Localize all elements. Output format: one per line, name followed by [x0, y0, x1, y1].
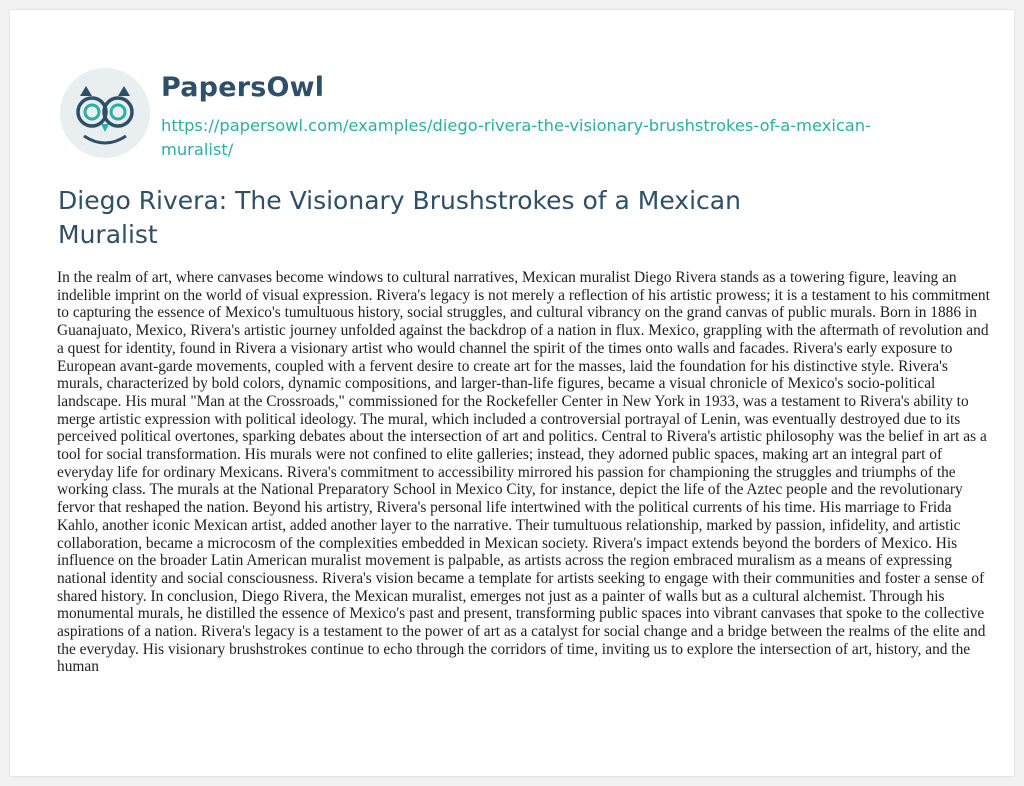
- source-url-link[interactable]: https://papersowl.com/examples/diego-rivera-the-visionary-brushstrokes-of-a-mexican-muralist/: [161, 116, 871, 159]
- article-body: In the realm of art, where canvases become windows to cultural narratives, Mexican muralist Diego Rivera stands as a towering figure, leaving an indelible imprint on the world of visual expression. Rivera's legacy is not merely a reflection of his artistic prowess; it is a testament to his commitment to capturing the essence of Mexico's tumultuous history, social struggles, and cultural vibrancy on the grand canvas of public murals. Born in 1886 in Guanajuato, Mexico, Rivera's artistic journey unfolded against the backdrop of a nation in flux. Mexico, grappling with the aftermath of revolution and a quest for identity, found in Rivera a visionary artist who would channel the spirit of the times onto walls and facades. Rivera's early exposure to European avant-garde movements, coupled with a fervent desire to create art for the masses, laid the foundation for his distinctive style. Rivera's murals, characterized by bold colors, dynamic compositions, and larger-than-life figures, became a visual chronicle of Mexico's socio-political landscape. His mural "Man at the Crossroads," commissioned for the Rockefeller Center in New York in 1933, was a testament to Rivera's ability to merge artistic expression with political ideology. The mural, which included a controversial portrayal of Lenin, was eventually destroyed due to its perceived political overtones, sparking debates about the intersection of art and politics. Central to Rivera's artistic philosophy was the belief in art as a tool for social transformation. His murals were not confined to elite galleries; instead, they adorned public spaces, making art an integral part of everyday life for ordinary Mexicans. Rivera's commitment to accessibility mirrored his passion for championing the struggles and triumphs of the working class. The murals at the National Preparatory School in Mexico City, for instance, depict the life of the Aztec people and the revolutionary fervor that reshaped the nation. Beyond his artistry, Rivera's personal life intertwined with the political currents of his time. His marriage to Frida Kahlo, another iconic Mexican artist, added another layer to the narrative. Their tumultuous relationship, marked by passion, infidelity, and artistic collaboration, became a microcosm of the complexities embedded in Mexican society. Rivera's impact extends beyond the borders of Mexico. His influence on the broader Latin American muralist movement is palpable, as artists across the region embraced muralism as a means of expressing national identity and social consciousness. Rivera's vision became a template for artists seeking to engage with their communities and foster a sense of shared history. In conclusion, Diego Rivera, the Mexican muralist, emerges not just as a painter of walls but as a cultural alchemist. Through his monumental murals, he distilled the essence of Mexico's past and present, transforming public spaces into vibrant canvases that spoke to the collective aspirations of a nation. Rivera's legacy is a testament to the power of art as a catalyst for social change and a bridge between the realms of the elite and the everyday. His visionary brushstrokes continue to echo through the corridors of time, inviting us to explore the intersection of art, history, and the human: [57, 269, 990, 676]
- article-title: Diego Rivera: The Visionary Brushstrokes of a Mexican Muralist: [58, 186, 741, 249]
- owl-logo-icon: [58, 66, 152, 160]
- document-page: [10, 10, 1014, 776]
- brand-name: PapersOwl: [161, 72, 325, 103]
